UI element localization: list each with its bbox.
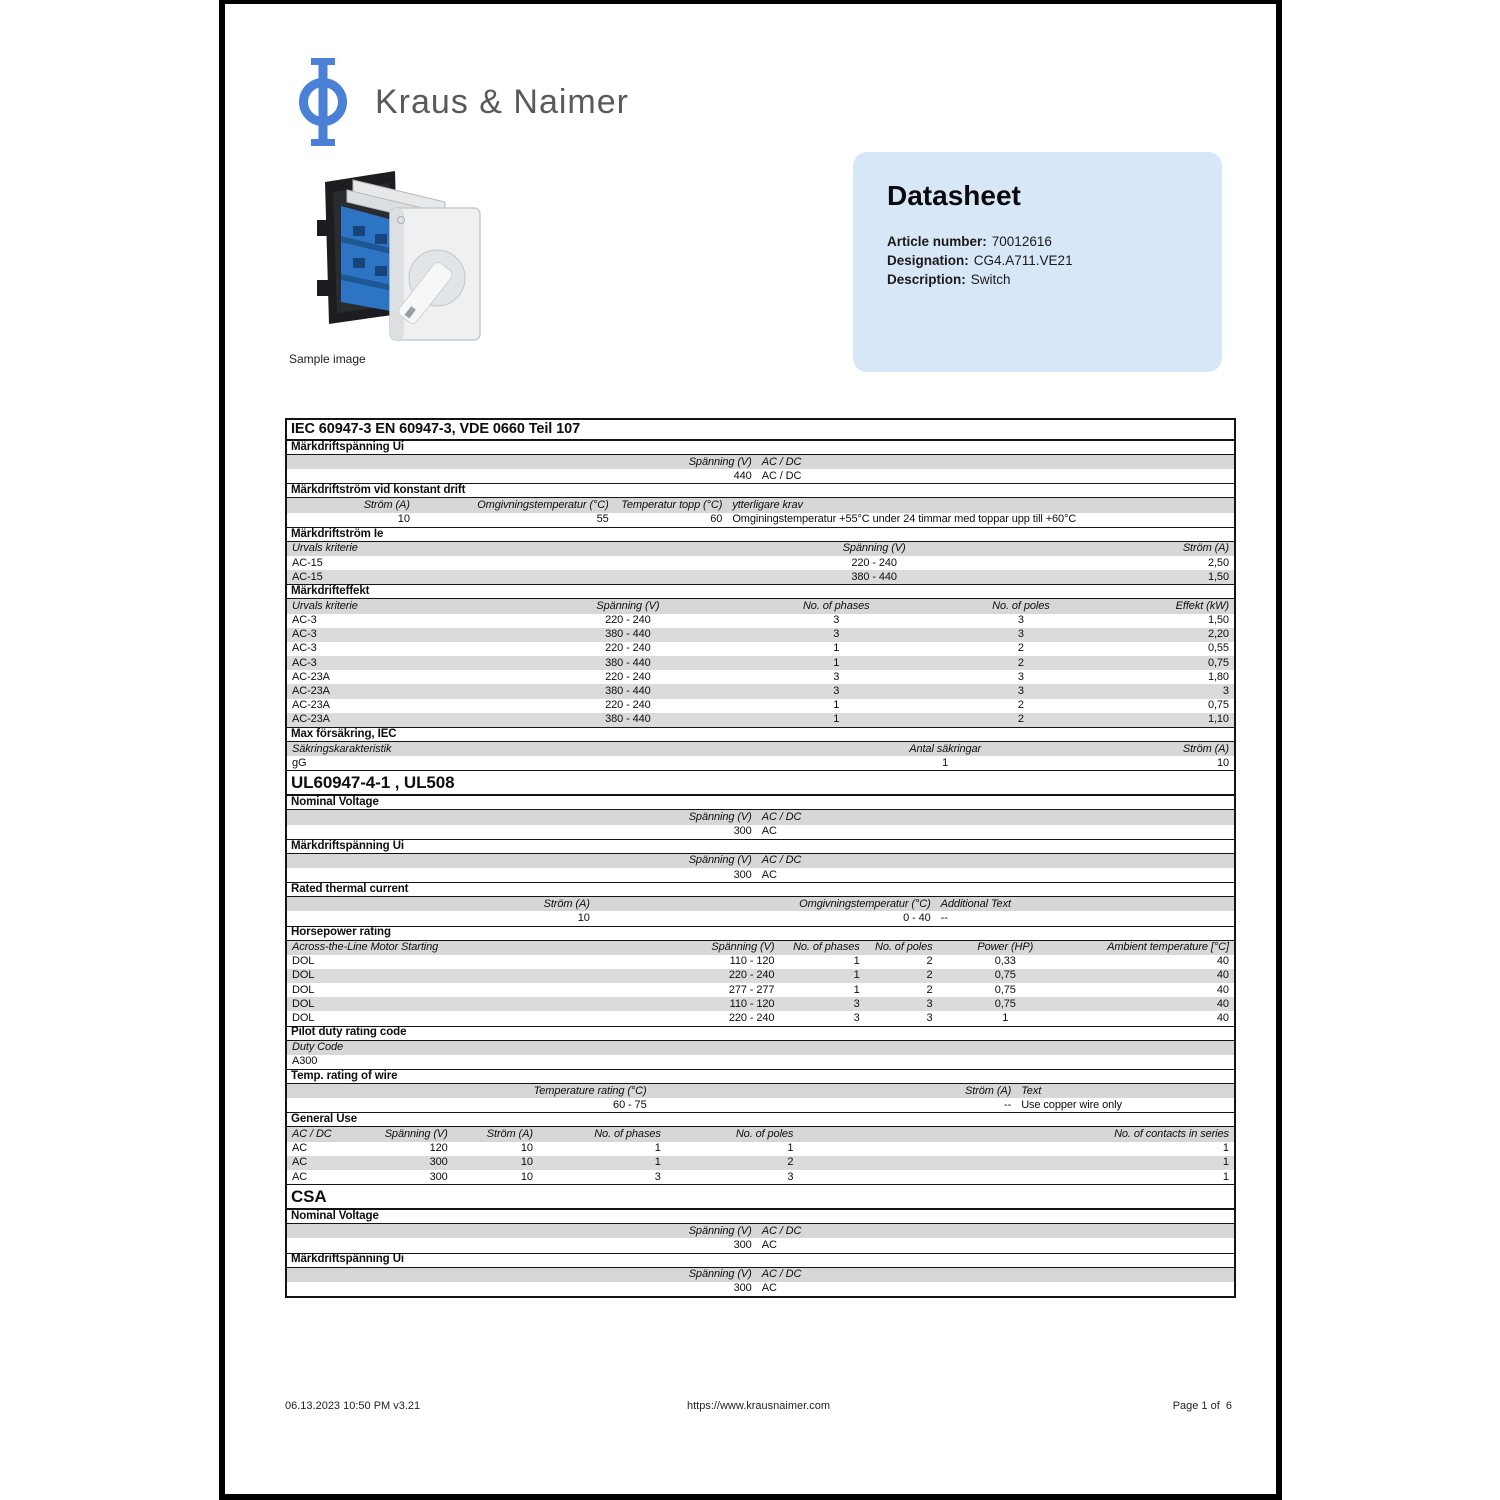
table-cell: AC / DC [761,855,802,867]
table-row [287,469,1234,483]
article-number-field [887,232,1188,251]
table-cell: 10 [397,514,410,526]
table-cell: Antal säkringar [909,743,982,755]
table-row [287,911,1234,925]
table-cell: 0,75 [1207,700,1229,712]
table-cell: 2,50 [1207,557,1229,569]
table-cell: 380 - 440 [605,657,651,669]
table-cell: 1 [833,643,840,655]
table-cell: 1,10 [1207,714,1229,726]
footer-page-number: Page 1 of 6 [1172,1400,1233,1412]
table-cell: 0,75 [994,970,1016,982]
table-header-row [287,897,1234,911]
table-cell: 1,50 [1207,571,1229,583]
product-image [295,162,490,357]
table-cell: Duty Code [292,1042,344,1054]
table-cell: AC-3 [292,615,317,627]
table-cell: Ström (A) [363,499,410,511]
table-section-title: CSA [287,1184,1234,1209]
table-cell: 220 - 240 [728,1013,775,1025]
table-cell: DOL [292,956,315,968]
table-cell: 1 [654,1143,661,1155]
designation-label: Designation: [887,253,969,268]
table-cell: 110 - 120 [729,998,775,1010]
table-row [287,614,1234,628]
table-row [287,656,1234,670]
table-cell: 2 [1017,657,1024,669]
table-cell: No. of poles [735,1128,794,1140]
table-cell: 0,75 [994,984,1016,996]
table-section-title: Märkdriftspänning Ui [287,839,1234,854]
table-cell: AC / DC [761,1225,802,1237]
table-cell: 1 [833,714,840,726]
table-row [287,513,1234,527]
spec-table [285,418,1236,1298]
table-cell: 1,50 [1207,615,1229,627]
table-section-title: Max försäkring, IEC [287,727,1234,742]
table-header-row [287,1127,1234,1141]
table-cell: AC-3 [292,643,317,655]
table-cell: 220 - 240 [605,615,651,627]
table-cell: 3 [1017,615,1024,627]
table-cell: 3 [833,686,840,698]
table-header-row [287,742,1234,756]
table-row [287,1156,1234,1170]
table-cell: 55 [596,514,609,526]
table-cell: 3 [853,998,860,1010]
table-cell: 10 [520,1143,533,1155]
table-cell: 3 [833,629,840,641]
page-title: Datasheet [887,180,1021,211]
table-cell: Urvals kriterie [292,543,358,555]
table-cell: 1 [1222,1171,1229,1183]
table-cell: AC [761,826,777,838]
table-cell: 1 [853,956,860,968]
table-cell: Ström (A) [543,898,590,910]
table-row [287,955,1234,969]
table-cell: 1 [833,700,840,712]
table-cell: 1 [1222,1157,1229,1169]
table-cell: ytterligare krav [732,499,803,511]
table-cell: 2 [1017,700,1024,712]
table-cell: DOL [292,970,315,982]
table-cell: 60 [710,514,723,526]
table-cell: 2 [926,984,933,996]
table-cell: 3 [926,1013,933,1025]
table-cell: 0,75 [994,998,1016,1010]
table-cell: 220 - 240 [605,643,651,655]
table-cell: Temperatur topp (°C) [621,499,723,511]
page-footer [285,1400,1232,1412]
table-row [287,1238,1234,1252]
table-header-row [287,498,1234,512]
table-cell: 3 [654,1171,661,1183]
table-cell: 220 - 240 [605,671,651,683]
table-row [287,570,1234,584]
table-section-title: Nominal Voltage [287,1209,1234,1224]
table-cell: AC / DC [761,456,802,468]
table-section-title: Temp. rating of wire [287,1069,1234,1084]
table-cell: 10 [520,1157,533,1169]
table-cell: Omgivningstemperatur (°C) [477,499,609,511]
table-cell: AC [292,1143,308,1155]
document-page [219,0,1282,1500]
table-cell: Spänning (V) [596,600,660,612]
table-cell: 10 [1216,757,1229,769]
table-row [287,1282,1234,1296]
table-cell: 380 - 440 [605,629,651,641]
table-row [287,684,1234,698]
table-cell: AC / DC [761,1269,802,1281]
table-header-row [287,1084,1234,1098]
table-cell: 1 [1002,1013,1009,1025]
table-row [287,997,1234,1011]
table-cell: No. of poles [875,942,933,954]
table-row [287,713,1234,727]
table-cell: Spänning (V) [688,855,752,867]
table-section-title: Horsepower rating [287,926,1234,941]
table-cell: 120 [429,1143,448,1155]
table-cell: AC [761,869,777,881]
table-cell: 2 [787,1157,794,1169]
table-cell: 440 [733,470,752,482]
table-cell: Ström (A) [486,1128,533,1140]
table-cell: Use copper wire only [1021,1099,1122,1111]
designation-value: CG4.A711.VE21 [973,253,1073,268]
table-cell: No. of poles [992,600,1050,612]
table-cell: Across-the-Line Motor Starting [292,942,439,954]
table-cell: Spänning (V) [688,1269,752,1281]
table-cell: 40 [1216,998,1229,1010]
table-cell: No. of phases [802,600,870,612]
table-cell: Effekt (kW) [1175,600,1229,612]
article-number-label: Article number: [887,234,987,249]
table-cell: Säkringskarakteristik [292,743,392,755]
table-cell: 40 [1216,956,1229,968]
table-cell: Power (HP) [977,942,1034,954]
description-field [887,270,1188,289]
table-cell: 220 - 240 [605,700,651,712]
footer-url: https://www.krausnaimer.com [686,1400,831,1412]
table-cell: No. of phases [594,1128,661,1140]
table-cell: 300 [429,1171,448,1183]
table-row [287,1055,1234,1069]
table-cell: 3 [833,671,840,683]
table-header-row [287,1268,1234,1282]
table-cell: DOL [292,998,315,1010]
table-cell: 300 [733,826,752,838]
table-cell: 1 [1222,1143,1229,1155]
table-cell: No. of contacts in series [1114,1128,1229,1140]
table-header-row [287,1224,1234,1238]
table-row [287,628,1234,642]
table-cell: AC [761,1239,777,1251]
table-cell: 300 [733,1239,752,1251]
table-section-title: Rated thermal current [287,882,1234,897]
table-cell: 1 [654,1157,661,1169]
table-cell: 3 [1017,629,1024,641]
table-cell: 0,33 [994,956,1016,968]
table-cell: -- [1004,1099,1012,1111]
datasheet-info-box [853,152,1222,372]
table-cell: AC-15 [292,571,323,583]
table-cell: 1 [833,657,840,669]
table-row [287,699,1234,713]
table-cell: 40 [1216,984,1229,996]
table-cell: 1 [787,1143,794,1155]
table-section-title: Märkdriftström Ie [287,527,1234,542]
table-row [287,1170,1234,1184]
table-cell: Spänning (V) [711,942,775,954]
table-cell: Omginingstemperatur +55°C under 24 timmar med toppar upp till +60°C [732,514,1077,526]
table-cell: Spänning (V) [688,456,752,468]
table-cell: AC / DC [761,470,802,482]
table-cell: 1 [942,757,949,769]
table-cell: AC-3 [292,629,317,641]
table-header-row [287,854,1234,868]
table-cell: 2,20 [1207,629,1229,641]
table-cell: 300 [733,1283,752,1295]
table-cell: 300 [429,1157,448,1169]
table-cell: 380 - 440 [605,686,651,698]
table-cell: 220 - 240 [728,970,775,982]
table-cell: DOL [292,1013,315,1025]
brand-name: Kraus & Naimer [375,82,629,121]
table-section-title: Märkdriftspänning Ui [287,440,1234,455]
table-cell: 2 [926,970,933,982]
table-row [287,1011,1234,1025]
table-cell: -- [940,912,948,924]
table-cell: 110 - 120 [729,956,775,968]
table-cell: AC-15 [292,557,323,569]
brand-logo [297,56,629,148]
table-cell: AC / DC [292,1128,332,1140]
table-row [287,756,1234,770]
table-header-row [287,941,1234,955]
table-cell: 0,75 [1207,657,1229,669]
table-cell: Text [1021,1085,1042,1097]
table-cell: AC-3 [292,657,317,669]
table-cell: 3 [787,1171,794,1183]
table-cell: Ström (A) [1182,743,1229,755]
table-section-title: Märkdriftström vid konstant drift [287,483,1234,498]
table-cell: Ambient temperature [°C] [1107,942,1229,954]
table-cell: AC [761,1283,777,1295]
table-cell: Ström (A) [1182,543,1229,555]
table-cell: 1 [853,970,860,982]
table-cell: Omgivningstemperatur (°C) [799,898,931,910]
table-cell: 0 - 40 [903,912,931,924]
table-section-title: Märkdriftspänning Ui [287,1253,1234,1268]
table-cell: DOL [292,984,315,996]
table-cell: 3 [926,998,933,1010]
table-cell: AC-23A [292,700,330,712]
table-cell: 1,80 [1207,671,1229,683]
table-cell: 3 [1017,686,1024,698]
description-label: Description: [887,272,966,287]
table-cell: AC-23A [292,671,330,683]
table-cell: 40 [1216,1013,1229,1025]
table-section-title: Märkdrifteffekt [287,584,1234,599]
table-row [287,1142,1234,1156]
table-cell: AC-23A [292,686,330,698]
table-row [287,1098,1234,1112]
table-cell: 3 [1017,671,1024,683]
table-row [287,642,1234,656]
table-header-row [287,542,1234,556]
table-section-title: Nominal Voltage [287,795,1234,810]
table-cell: 40 [1216,970,1229,982]
table-cell: 380 - 440 [851,571,897,583]
designation-field [887,251,1188,270]
table-cell: 220 - 240 [851,557,897,569]
table-row [287,670,1234,684]
table-cell: 3 [833,615,840,627]
table-cell: AC-23A [292,714,330,726]
table-row [287,969,1234,983]
table-cell: Spänning (V) [384,1128,448,1140]
description-value: Switch [970,272,1011,287]
table-section-title: IEC 60947-3 EN 60947-3, VDE 0660 Teil 107 [287,420,1234,440]
table-cell: Additional Text [940,898,1011,910]
table-header-row [287,810,1234,824]
table-cell: 1 [853,984,860,996]
table-header-row [287,455,1234,469]
table-header-row [287,1041,1234,1055]
table-cell: A300 [292,1056,318,1068]
table-cell: 2 [1017,643,1024,655]
table-cell: Spänning (V) [842,543,906,555]
table-cell: 3 [1222,686,1229,698]
footer-timestamp: 06.13.2023 10:50 PM v3.21 [285,1400,421,1412]
table-cell: Urvals kriterie [292,600,358,612]
table-cell: No. of phases [793,942,860,954]
table-cell: 60 - 75 [613,1099,647,1111]
table-cell: gG [292,757,307,769]
table-cell: Temperature rating (°C) [533,1085,647,1097]
table-cell: AC [292,1157,308,1169]
table-header-row [287,599,1234,613]
table-cell: 0,55 [1207,643,1229,655]
table-cell: 3 [853,1013,860,1025]
table-row [287,868,1234,882]
table-section-title: General Use [287,1112,1234,1127]
table-row [287,825,1234,839]
table-cell: 277 - 277 [728,984,775,996]
table-cell: 380 - 440 [605,714,651,726]
table-cell: Spänning (V) [688,1225,752,1237]
sample-image-caption: Sample image [289,352,366,366]
table-cell: 10 [520,1171,533,1183]
table-cell: 300 [733,869,752,881]
table-section-title: Pilot duty rating code [287,1026,1234,1041]
table-cell: 10 [577,912,590,924]
table-cell: AC [292,1171,308,1183]
table-row [287,556,1234,570]
table-row [287,983,1234,997]
phi-logo-icon [297,56,349,148]
table-section-title: UL60947-4-1 , UL508 [287,770,1234,795]
article-number-value: 70012616 [991,234,1052,249]
table-cell: AC / DC [761,811,802,823]
table-cell: Spänning (V) [688,811,752,823]
table-cell: 2 [926,956,933,968]
table-cell: Ström (A) [965,1085,1012,1097]
table-cell: 2 [1017,714,1024,726]
